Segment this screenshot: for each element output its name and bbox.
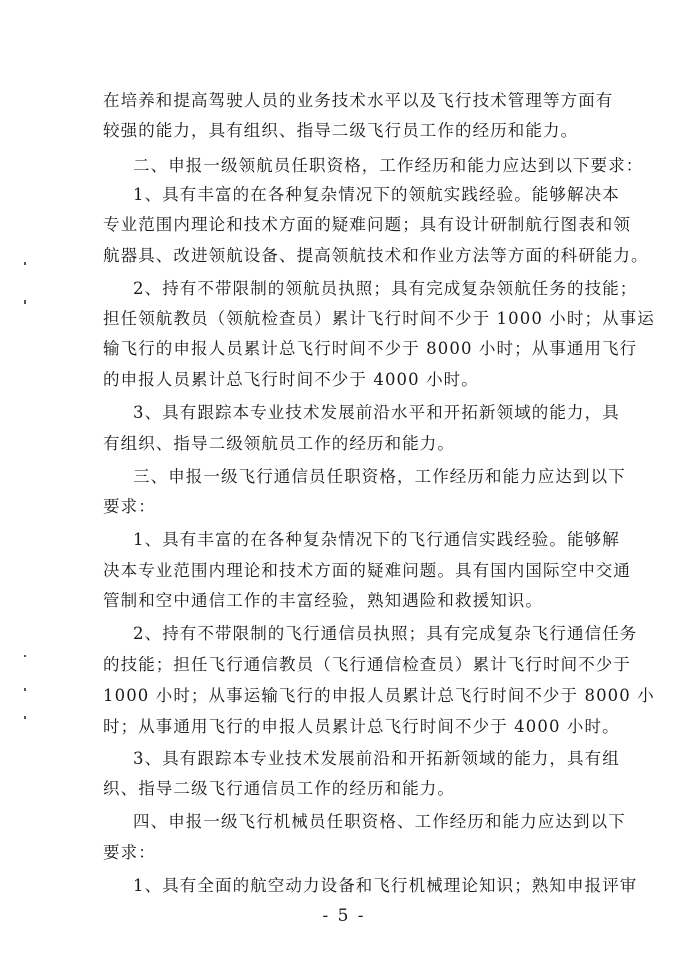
paragraph-first-line: 3、具有跟踪本专业技术发展前沿水平和开拓新领域的能力，具 (133, 403, 620, 422)
text-line: 专业范围内理论和技术方面的疑难问题；具有设计研制航行图表和领 (103, 215, 631, 234)
text-line: 有组织、指导二级领航员工作的经历和能力。 (103, 434, 455, 453)
text-line: 时；从事通用飞行的申报人员累计总飞行时间不少于 4000 小时。 (103, 717, 620, 736)
paragraph-first-line: 3、具有跟踪本专业技术发展前沿和开拓新领域的能力，具有组 (133, 749, 620, 768)
paragraph-first-line: 三、申报一级飞行通信员任职资格，工作经历和能力应达到以下 (133, 467, 626, 486)
text-line: 要求： (103, 497, 156, 516)
binding-mark (24, 262, 26, 265)
text-line: 的申报人员累计总飞行时间不少于 4000 小时。 (103, 370, 479, 389)
page-number: - 5 - (322, 906, 366, 926)
paragraph-first-line: 1、具有丰富的在各种复杂情况下的飞行通信实践经验。能够解 (133, 530, 620, 549)
paragraph-first-line: 四、申报一级飞行机械员任职资格、工作经历和能力应达到以下 (133, 812, 626, 831)
text-line: 较强的能力，具有组织、指导二级飞行员工作的经历和能力。 (103, 121, 579, 140)
binding-mark (24, 688, 26, 691)
text-line: 航器具、改进领航设备、提高领航技术和作业方法等方面的科研能力。 (103, 246, 649, 265)
text-line: 1000 小时；从事运输飞行的申报人员累计总飞行时间不少于 8000 小 (103, 686, 655, 705)
text-line: 输飞行的申报人员累计总飞行时间不少于 8000 小时；从事通用飞行 (103, 339, 638, 358)
text-line: 担任领航教员（领航检查员）累计飞行时间不少于 1000 小时；从事运 (103, 309, 655, 328)
text-line: 的技能；担任飞行通信教员（飞行通信检查员）累计飞行时间不少于 (103, 655, 631, 674)
binding-mark (24, 300, 26, 304)
text-line: 织、指导二级飞行通信员工作的经历和能力。 (103, 779, 455, 798)
text-line: 管制和空中通信工作的丰富经验，熟知遇险和救援知识。 (103, 591, 543, 610)
text-line: 决本专业范围内理论和技术方面的疑难问题。具有国内国际空中交通 (103, 561, 631, 580)
binding-mark (24, 716, 26, 719)
paragraph-first-line: 2、持有不带限制的领航员执照；具有完成复杂领航任务的技能； (133, 279, 638, 298)
text-line: 要求： (103, 843, 156, 862)
paragraph-first-line: 二、申报一级领航员任职资格，工作经历和能力应达到以下要求： (133, 156, 644, 175)
binding-mark (24, 655, 26, 657)
paragraph-first-line: 2、持有不带限制的飞行通信员执照；具有完成复杂飞行通信任务 (133, 624, 638, 643)
paragraph-first-line: 1、具有丰富的在各种复杂情况下的领航实践经验。能够解决本 (133, 185, 620, 204)
text-line: 在培养和提高驾驶人员的业务技术水平以及飞行技术管理等方面有 (103, 91, 614, 110)
paragraph-first-line: 1、具有全面的航空动力设备和飞行机械理论知识；熟知申报评审 (133, 876, 638, 895)
